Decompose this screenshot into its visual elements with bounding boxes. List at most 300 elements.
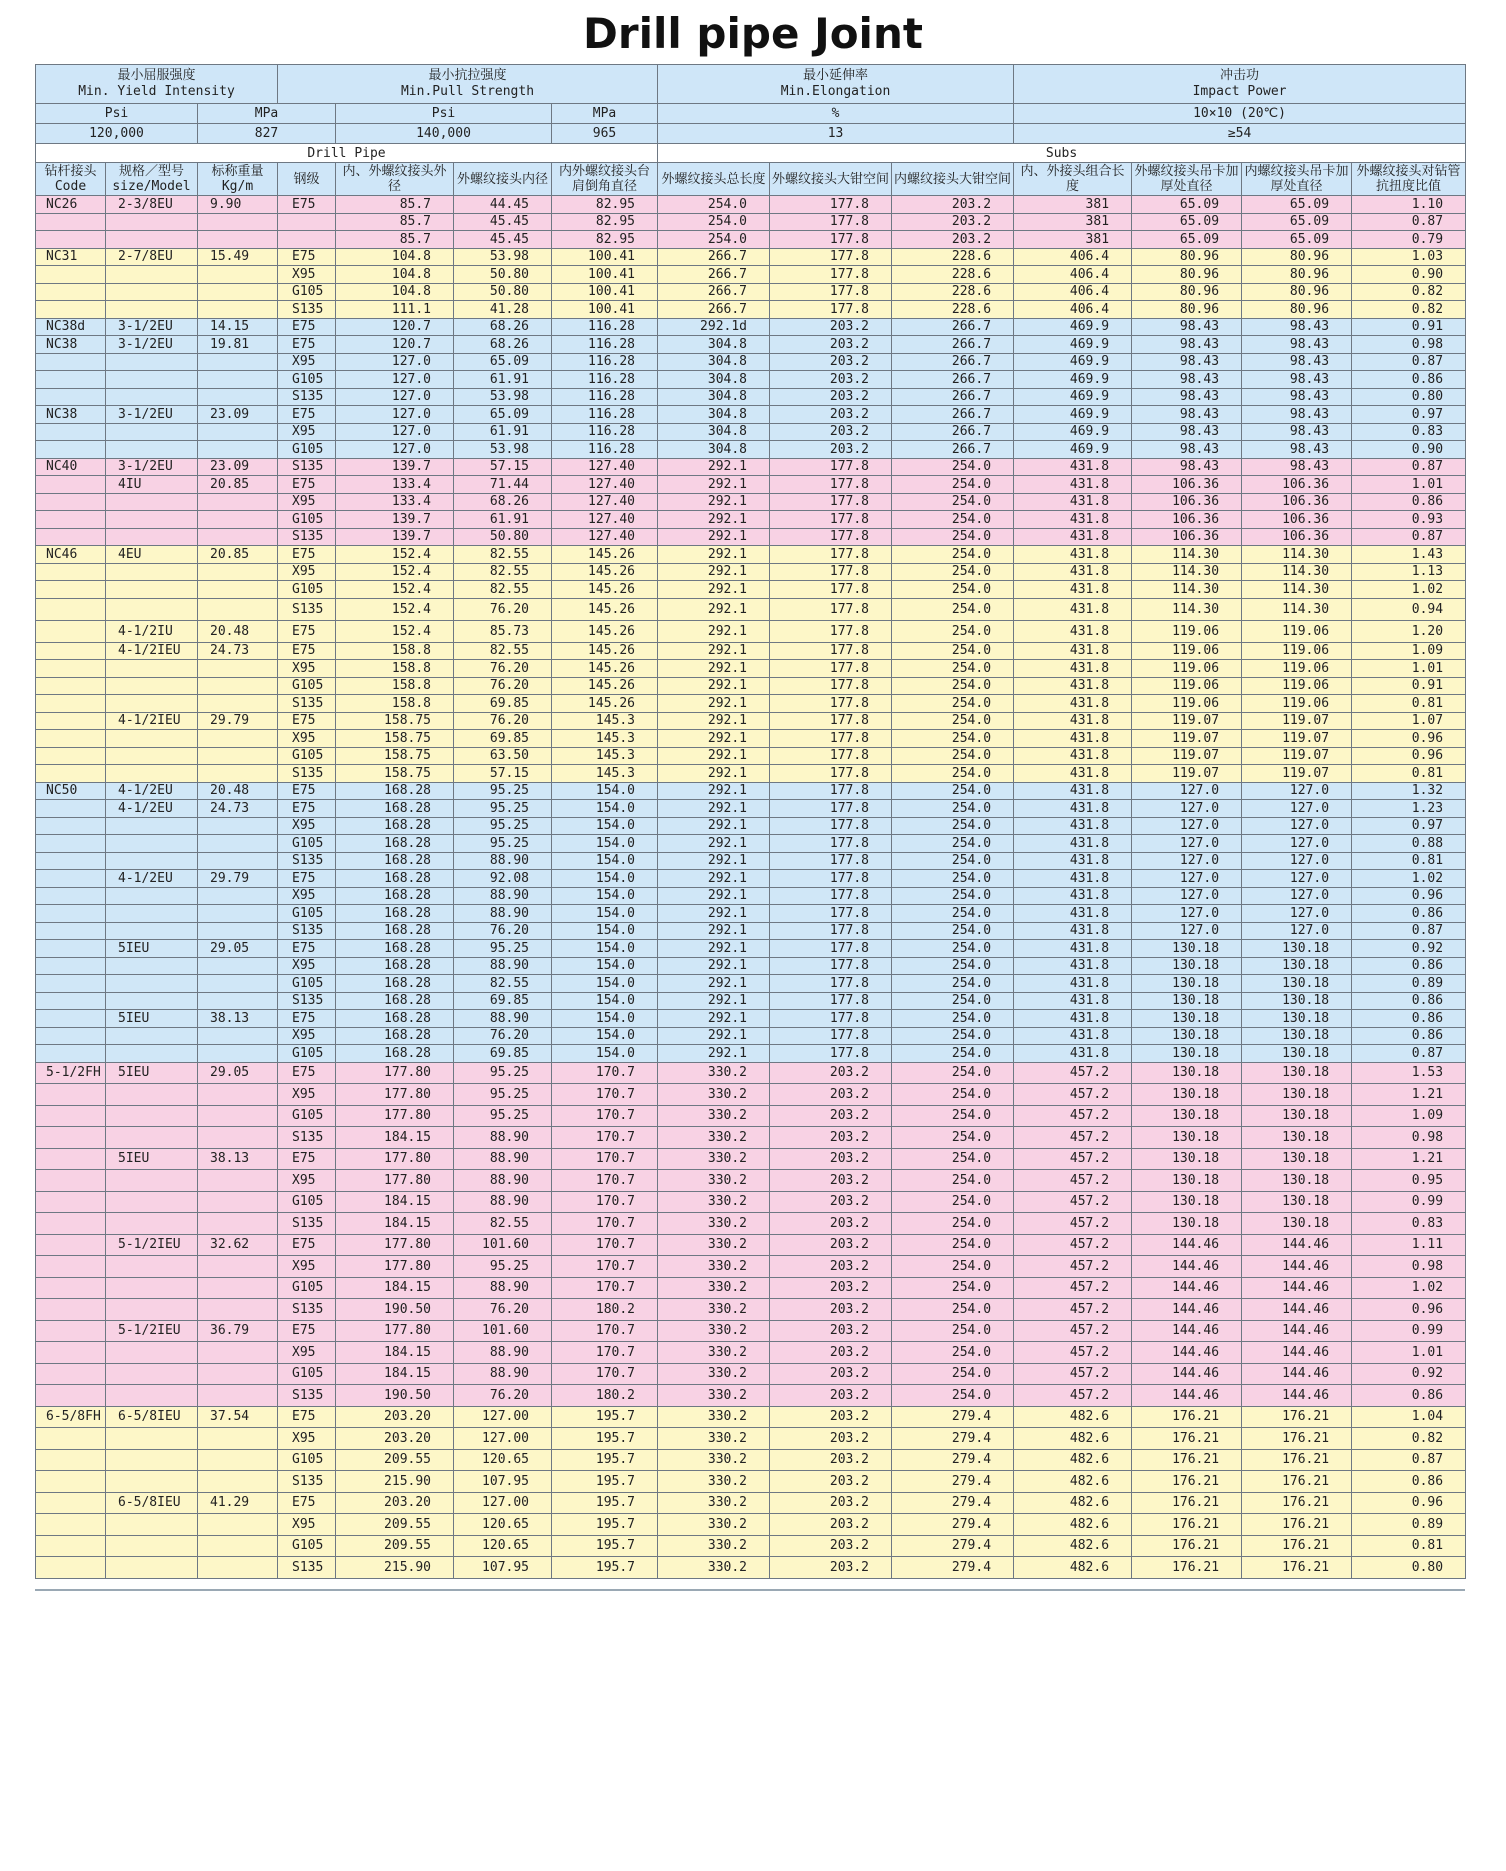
table-cell bbox=[198, 747, 278, 765]
table-cell: 144.46 bbox=[1132, 1256, 1242, 1278]
table-cell: 65.09 bbox=[454, 406, 552, 424]
table-cell: 127.0 bbox=[336, 406, 454, 424]
table-cell: 209.55 bbox=[336, 1514, 454, 1536]
table-cell bbox=[36, 642, 106, 660]
table-cell: 266.7 bbox=[892, 353, 1014, 371]
table-cell: 168.28 bbox=[336, 940, 454, 958]
table-cell bbox=[198, 1428, 278, 1450]
table-cell bbox=[36, 800, 106, 818]
table-cell: 127.40 bbox=[552, 493, 658, 511]
table-cell: 88.90 bbox=[454, 1148, 552, 1170]
table-cell: 82.55 bbox=[454, 581, 552, 599]
table-cell: 119.06 bbox=[1132, 660, 1242, 678]
table-cell bbox=[106, 975, 198, 993]
table-cell: 170.7 bbox=[552, 1148, 658, 1170]
table-cell: 158.75 bbox=[336, 765, 454, 783]
table-cell: 88.90 bbox=[454, 1363, 552, 1385]
table-cell: 203.2 bbox=[770, 1299, 892, 1321]
table-cell: 168.28 bbox=[336, 817, 454, 835]
table-cell: X95 bbox=[278, 1084, 336, 1106]
table-row bbox=[36, 1256, 1466, 1278]
table-cell: E75 bbox=[278, 800, 336, 818]
table-cell bbox=[36, 835, 106, 853]
table-cell: 431.8 bbox=[1014, 642, 1132, 660]
table-cell bbox=[198, 1385, 278, 1407]
table-cell: 145.26 bbox=[552, 660, 658, 678]
table-cell: 176.21 bbox=[1132, 1492, 1242, 1514]
table-cell bbox=[106, 581, 198, 599]
table-cell bbox=[198, 1191, 278, 1213]
table-row bbox=[36, 546, 1466, 564]
table-cell: 176.21 bbox=[1242, 1406, 1352, 1428]
table-cell: 145.3 bbox=[552, 730, 658, 748]
table-cell: 457.2 bbox=[1014, 1320, 1132, 1342]
table-cell: NC38d bbox=[36, 318, 106, 336]
table-cell: 330.2 bbox=[658, 1471, 770, 1493]
table-cell bbox=[36, 887, 106, 905]
table-cell: 292.1 bbox=[658, 922, 770, 940]
column-header: 内螺纹接头吊卡加厚处直径 bbox=[1242, 163, 1352, 196]
table-cell: 98.43 bbox=[1132, 423, 1242, 441]
table-cell: 228.6 bbox=[892, 283, 1014, 301]
table-cell: 130.18 bbox=[1242, 1148, 1352, 1170]
spec-unit: Psi bbox=[36, 104, 198, 124]
table-cell: 168.28 bbox=[336, 992, 454, 1010]
table-cell bbox=[36, 852, 106, 870]
table-cell: 130.18 bbox=[1132, 1105, 1242, 1127]
table-cell: 254.0 bbox=[892, 546, 1014, 564]
spec-value: 13 bbox=[658, 124, 1014, 144]
table-cell bbox=[36, 1191, 106, 1213]
table-cell: 254.0 bbox=[892, 1234, 1014, 1256]
table-cell bbox=[36, 388, 106, 406]
table-cell: 254.0 bbox=[892, 581, 1014, 599]
table-cell: S135 bbox=[278, 1557, 336, 1579]
table-row bbox=[36, 476, 1466, 494]
table-cell: 254.0 bbox=[892, 598, 1014, 620]
table-cell: 127.0 bbox=[336, 388, 454, 406]
table-cell: 98.43 bbox=[1132, 388, 1242, 406]
table-cell: 127.0 bbox=[1242, 800, 1352, 818]
table-cell: 106.36 bbox=[1242, 511, 1352, 529]
table-cell: 152.4 bbox=[336, 581, 454, 599]
spec-group-pull: 最小抗拉强度 Min.Pull Strength bbox=[278, 65, 658, 104]
table-cell: 482.6 bbox=[1014, 1535, 1132, 1557]
table-cell: G105 bbox=[278, 1105, 336, 1127]
table-cell: 292.1 bbox=[658, 493, 770, 511]
table-cell: 330.2 bbox=[658, 1449, 770, 1471]
table-cell bbox=[198, 1213, 278, 1235]
table-cell: 69.85 bbox=[454, 730, 552, 748]
table-cell: 168.28 bbox=[336, 922, 454, 940]
table-cell: 116.28 bbox=[552, 423, 658, 441]
table-cell bbox=[36, 975, 106, 993]
table-cell bbox=[36, 905, 106, 923]
table-cell bbox=[106, 992, 198, 1010]
table-cell: 127.40 bbox=[552, 528, 658, 546]
table-row bbox=[36, 695, 1466, 713]
table-cell: S135 bbox=[278, 1127, 336, 1149]
table-cell: 130.18 bbox=[1132, 992, 1242, 1010]
table-cell: 98.43 bbox=[1242, 318, 1352, 336]
table-row bbox=[36, 887, 1466, 905]
table-cell bbox=[106, 1084, 198, 1106]
table-cell: 177.8 bbox=[770, 835, 892, 853]
table-cell: 130.18 bbox=[1242, 1027, 1352, 1045]
table-cell: 65.09 bbox=[1132, 196, 1242, 214]
table-cell: 304.8 bbox=[658, 406, 770, 424]
table-cell: 114.30 bbox=[1242, 581, 1352, 599]
table-cell: 431.8 bbox=[1014, 695, 1132, 713]
table-cell: 57.15 bbox=[454, 458, 552, 476]
table-cell: 76.20 bbox=[454, 1027, 552, 1045]
table-cell: 144.46 bbox=[1242, 1299, 1352, 1321]
table-cell: 292.1 bbox=[658, 800, 770, 818]
table-cell: 469.9 bbox=[1014, 353, 1132, 371]
table-cell: 203.2 bbox=[770, 1256, 892, 1278]
spec-group-elongation: 最小延伸率 Min.Elongation bbox=[658, 65, 1014, 104]
table-cell: 330.2 bbox=[658, 1406, 770, 1428]
table-cell: 177.8 bbox=[770, 598, 892, 620]
table-cell: 292.1 bbox=[658, 563, 770, 581]
table-cell: 279.4 bbox=[892, 1449, 1014, 1471]
table-cell bbox=[198, 660, 278, 678]
table-cell: 266.7 bbox=[892, 441, 1014, 459]
table-cell: G105 bbox=[278, 677, 336, 695]
table-cell: 98.43 bbox=[1242, 336, 1352, 354]
table-cell: 254.0 bbox=[892, 1010, 1014, 1028]
table-cell: 170.7 bbox=[552, 1105, 658, 1127]
table-cell: 0.81 bbox=[1352, 852, 1466, 870]
table-cell bbox=[198, 1084, 278, 1106]
table-cell: 130.18 bbox=[1132, 1170, 1242, 1192]
table-cell: 431.8 bbox=[1014, 957, 1132, 975]
table-row bbox=[36, 1213, 1466, 1235]
table-cell: 1.03 bbox=[1352, 248, 1466, 266]
spec-value: 965 bbox=[552, 124, 658, 144]
table-cell bbox=[36, 231, 106, 249]
table-cell: X95 bbox=[278, 660, 336, 678]
table-cell: X95 bbox=[278, 1428, 336, 1450]
table-cell bbox=[36, 283, 106, 301]
table-cell: 76.20 bbox=[454, 922, 552, 940]
table-cell: 104.8 bbox=[336, 266, 454, 284]
table-cell: 266.7 bbox=[892, 423, 1014, 441]
table-cell: E75 bbox=[278, 406, 336, 424]
table-row bbox=[36, 800, 1466, 818]
table-cell: 203.2 bbox=[770, 1557, 892, 1579]
table-cell bbox=[36, 213, 106, 231]
table-cell: 144.46 bbox=[1132, 1320, 1242, 1342]
table-cell: 85.7 bbox=[336, 231, 454, 249]
table-cell: 65.09 bbox=[454, 353, 552, 371]
table-cell: 152.4 bbox=[336, 563, 454, 581]
table-cell: 82.55 bbox=[454, 1213, 552, 1235]
table-cell: 130.18 bbox=[1242, 1010, 1352, 1028]
table-cell: 119.06 bbox=[1132, 695, 1242, 713]
table-cell: E75 bbox=[278, 1492, 336, 1514]
table-cell: 0.86 bbox=[1352, 1471, 1466, 1493]
table-cell: 0.97 bbox=[1352, 406, 1466, 424]
table-cell: 330.2 bbox=[658, 1557, 770, 1579]
table-cell: 50.80 bbox=[454, 283, 552, 301]
table-cell: 203.20 bbox=[336, 1406, 454, 1428]
table-cell: 254.0 bbox=[892, 1127, 1014, 1149]
table-cell: 177.80 bbox=[336, 1320, 454, 1342]
table-cell: 168.28 bbox=[336, 835, 454, 853]
table-cell: 292.1 bbox=[658, 546, 770, 564]
table-cell: 279.4 bbox=[892, 1428, 1014, 1450]
table-cell: 254.0 bbox=[892, 1320, 1014, 1342]
table-cell: 50.80 bbox=[454, 528, 552, 546]
spec-value: 140,000 bbox=[336, 124, 552, 144]
table-cell: 203.2 bbox=[770, 1127, 892, 1149]
table-cell: 1.53 bbox=[1352, 1062, 1466, 1084]
table-cell bbox=[106, 388, 198, 406]
table-cell bbox=[36, 371, 106, 389]
column-header: 内、外接头组合长度 bbox=[1014, 163, 1132, 196]
table-cell: 431.8 bbox=[1014, 493, 1132, 511]
table-cell bbox=[106, 231, 198, 249]
table-cell: 292.1 bbox=[658, 887, 770, 905]
table-cell: 457.2 bbox=[1014, 1277, 1132, 1299]
table-cell: 114.30 bbox=[1242, 563, 1352, 581]
table-cell: G105 bbox=[278, 283, 336, 301]
table-cell bbox=[106, 695, 198, 713]
table-cell bbox=[198, 765, 278, 783]
table-cell: 431.8 bbox=[1014, 852, 1132, 870]
table-row bbox=[36, 852, 1466, 870]
table-cell: 304.8 bbox=[658, 441, 770, 459]
table-cell: 1.23 bbox=[1352, 800, 1466, 818]
table-cell: 177.8 bbox=[770, 800, 892, 818]
table-cell: 145.26 bbox=[552, 620, 658, 642]
table-cell: 127.0 bbox=[1242, 870, 1352, 888]
table-cell: 95.25 bbox=[454, 940, 552, 958]
table-row bbox=[36, 1342, 1466, 1364]
table-cell: 127.0 bbox=[336, 353, 454, 371]
table-cell: 177.80 bbox=[336, 1170, 454, 1192]
table-cell: 119.07 bbox=[1242, 730, 1352, 748]
table-cell: 127.40 bbox=[552, 511, 658, 529]
table-cell: 266.7 bbox=[892, 406, 1014, 424]
table-cell bbox=[198, 1557, 278, 1579]
column-headers bbox=[36, 163, 1466, 196]
table-cell: 177.80 bbox=[336, 1234, 454, 1256]
table-row bbox=[36, 782, 1466, 800]
table-cell: 292.1 bbox=[658, 765, 770, 783]
table-cell: 127.0 bbox=[1132, 817, 1242, 835]
table-cell: 170.7 bbox=[552, 1363, 658, 1385]
table-cell: 45.45 bbox=[454, 231, 552, 249]
table-cell: 254.0 bbox=[892, 642, 1014, 660]
table-row bbox=[36, 1010, 1466, 1028]
table-cell: 177.8 bbox=[770, 546, 892, 564]
table-cell: 176.21 bbox=[1132, 1514, 1242, 1536]
table-cell: 0.79 bbox=[1352, 231, 1466, 249]
table-cell: 0.86 bbox=[1352, 905, 1466, 923]
table-cell: 41.29 bbox=[198, 1492, 278, 1514]
table-cell: 254.0 bbox=[892, 695, 1014, 713]
table-cell: 482.6 bbox=[1014, 1492, 1132, 1514]
table-cell: 469.9 bbox=[1014, 371, 1132, 389]
table-cell: 254.0 bbox=[892, 1148, 1014, 1170]
table-cell: 127.0 bbox=[1132, 782, 1242, 800]
table-cell: 130.18 bbox=[1242, 1084, 1352, 1106]
table-cell: 170.7 bbox=[552, 1277, 658, 1299]
table-cell: 292.1 bbox=[658, 782, 770, 800]
table-cell: 5-1/2IEU bbox=[106, 1234, 198, 1256]
table-cell: 170.7 bbox=[552, 1256, 658, 1278]
table-cell: 330.2 bbox=[658, 1256, 770, 1278]
table-cell: 145.3 bbox=[552, 712, 658, 730]
table-cell: 144.46 bbox=[1132, 1277, 1242, 1299]
table-cell: 168.28 bbox=[336, 1045, 454, 1063]
table-cell: 254.0 bbox=[892, 765, 1014, 783]
table-cell: 88.90 bbox=[454, 957, 552, 975]
table-cell: X95 bbox=[278, 493, 336, 511]
table-cell bbox=[36, 511, 106, 529]
table-cell: 292.1 bbox=[658, 660, 770, 678]
table-cell: 195.7 bbox=[552, 1471, 658, 1493]
table-cell: 114.30 bbox=[1132, 546, 1242, 564]
table-cell: 254.0 bbox=[892, 1062, 1014, 1084]
table-cell: 130.18 bbox=[1242, 1105, 1352, 1127]
table-row bbox=[36, 1471, 1466, 1493]
spec-unit: Psi bbox=[336, 104, 552, 124]
table-cell: E75 bbox=[278, 642, 336, 660]
table-body bbox=[36, 196, 1466, 1579]
table-cell: E75 bbox=[278, 870, 336, 888]
table-cell: 457.2 bbox=[1014, 1234, 1132, 1256]
table-cell: 53.98 bbox=[454, 441, 552, 459]
table-cell: 279.4 bbox=[892, 1471, 1014, 1493]
table-cell: 0.87 bbox=[1352, 922, 1466, 940]
table-row bbox=[36, 196, 1466, 214]
table-cell: 266.7 bbox=[892, 336, 1014, 354]
table-cell: E75 bbox=[278, 318, 336, 336]
table-cell: 116.28 bbox=[552, 388, 658, 406]
table-cell: 209.55 bbox=[336, 1535, 454, 1557]
table-row bbox=[36, 266, 1466, 284]
table-cell: 82.55 bbox=[454, 975, 552, 993]
table-cell: S135 bbox=[278, 992, 336, 1010]
table-cell: 279.4 bbox=[892, 1406, 1014, 1428]
table-cell: 457.2 bbox=[1014, 1105, 1132, 1127]
column-header-row bbox=[36, 163, 1466, 196]
table-cell: 23.09 bbox=[198, 406, 278, 424]
table-cell: 111.1 bbox=[336, 301, 454, 319]
table-cell: 53.98 bbox=[454, 248, 552, 266]
table-row bbox=[36, 1127, 1466, 1149]
table-cell: 431.8 bbox=[1014, 1045, 1132, 1063]
table-cell bbox=[36, 1027, 106, 1045]
table-cell: 254.0 bbox=[892, 677, 1014, 695]
table-cell bbox=[36, 1557, 106, 1579]
table-cell: 254.0 bbox=[892, 800, 1014, 818]
table-cell: 266.7 bbox=[658, 301, 770, 319]
table-cell: 482.6 bbox=[1014, 1471, 1132, 1493]
table-cell: 0.83 bbox=[1352, 423, 1466, 441]
table-cell: G105 bbox=[278, 1363, 336, 1385]
table-cell: 116.28 bbox=[552, 336, 658, 354]
table-cell: 177.8 bbox=[770, 528, 892, 546]
table-cell bbox=[198, 1277, 278, 1299]
table-cell: 127.0 bbox=[1242, 905, 1352, 923]
table-cell: 0.94 bbox=[1352, 598, 1466, 620]
table-row bbox=[36, 1084, 1466, 1106]
table-cell: 61.91 bbox=[454, 423, 552, 441]
table-cell: 130.18 bbox=[1132, 1191, 1242, 1213]
table-cell: 145.26 bbox=[552, 642, 658, 660]
table-cell: 32.62 bbox=[198, 1234, 278, 1256]
table-cell: 254.0 bbox=[892, 1277, 1014, 1299]
table-cell: 158.8 bbox=[336, 642, 454, 660]
table-row bbox=[36, 1105, 1466, 1127]
table-cell: E75 bbox=[278, 782, 336, 800]
table-cell: 203.2 bbox=[770, 1062, 892, 1084]
table-cell: 254.0 bbox=[892, 476, 1014, 494]
table-row bbox=[36, 747, 1466, 765]
table-cell: 203.2 bbox=[770, 1428, 892, 1450]
table-cell: 254.0 bbox=[892, 1084, 1014, 1106]
table-row bbox=[36, 493, 1466, 511]
table-cell: 170.7 bbox=[552, 1170, 658, 1192]
table-cell: 104.8 bbox=[336, 283, 454, 301]
table-cell: 203.2 bbox=[770, 318, 892, 336]
table-cell: 120.65 bbox=[454, 1449, 552, 1471]
table-cell: 98.43 bbox=[1242, 423, 1352, 441]
table-cell: 127.0 bbox=[1242, 817, 1352, 835]
table-row bbox=[36, 441, 1466, 459]
table-cell: 144.46 bbox=[1242, 1234, 1352, 1256]
table-cell: 5IEU bbox=[106, 1148, 198, 1170]
table-cell: 1.11 bbox=[1352, 1234, 1466, 1256]
table-cell: 177.8 bbox=[770, 1027, 892, 1045]
section-drill-pipe: Drill Pipe bbox=[36, 144, 658, 163]
table-row bbox=[36, 1449, 1466, 1471]
table-row bbox=[36, 371, 1466, 389]
table-cell: 130.18 bbox=[1132, 1062, 1242, 1084]
table-cell bbox=[198, 957, 278, 975]
table-cell: 130.18 bbox=[1242, 992, 1352, 1010]
table-cell: G105 bbox=[278, 1449, 336, 1471]
table-cell bbox=[198, 231, 278, 249]
table-cell: 431.8 bbox=[1014, 922, 1132, 940]
table-cell: 431.8 bbox=[1014, 620, 1132, 642]
table-cell: 20.48 bbox=[198, 620, 278, 642]
table-cell: 119.07 bbox=[1132, 730, 1242, 748]
table-cell: 0.89 bbox=[1352, 975, 1466, 993]
table-cell bbox=[106, 511, 198, 529]
table-cell: E75 bbox=[278, 1148, 336, 1170]
table-cell: 154.0 bbox=[552, 957, 658, 975]
table-cell: 254.0 bbox=[892, 493, 1014, 511]
table-cell: X95 bbox=[278, 353, 336, 371]
table-cell: 195.7 bbox=[552, 1535, 658, 1557]
table-cell: 154.0 bbox=[552, 922, 658, 940]
table-cell: 95.25 bbox=[454, 782, 552, 800]
table-cell: 127.0 bbox=[1132, 922, 1242, 940]
table-cell: 180.2 bbox=[552, 1385, 658, 1407]
table-cell bbox=[198, 353, 278, 371]
table-cell: 65.09 bbox=[1132, 231, 1242, 249]
table-cell bbox=[198, 852, 278, 870]
table-cell: 119.06 bbox=[1242, 677, 1352, 695]
table-cell: 98.43 bbox=[1242, 388, 1352, 406]
column-header: 外螺纹接头内径 bbox=[454, 163, 552, 196]
table-cell: 119.06 bbox=[1132, 642, 1242, 660]
